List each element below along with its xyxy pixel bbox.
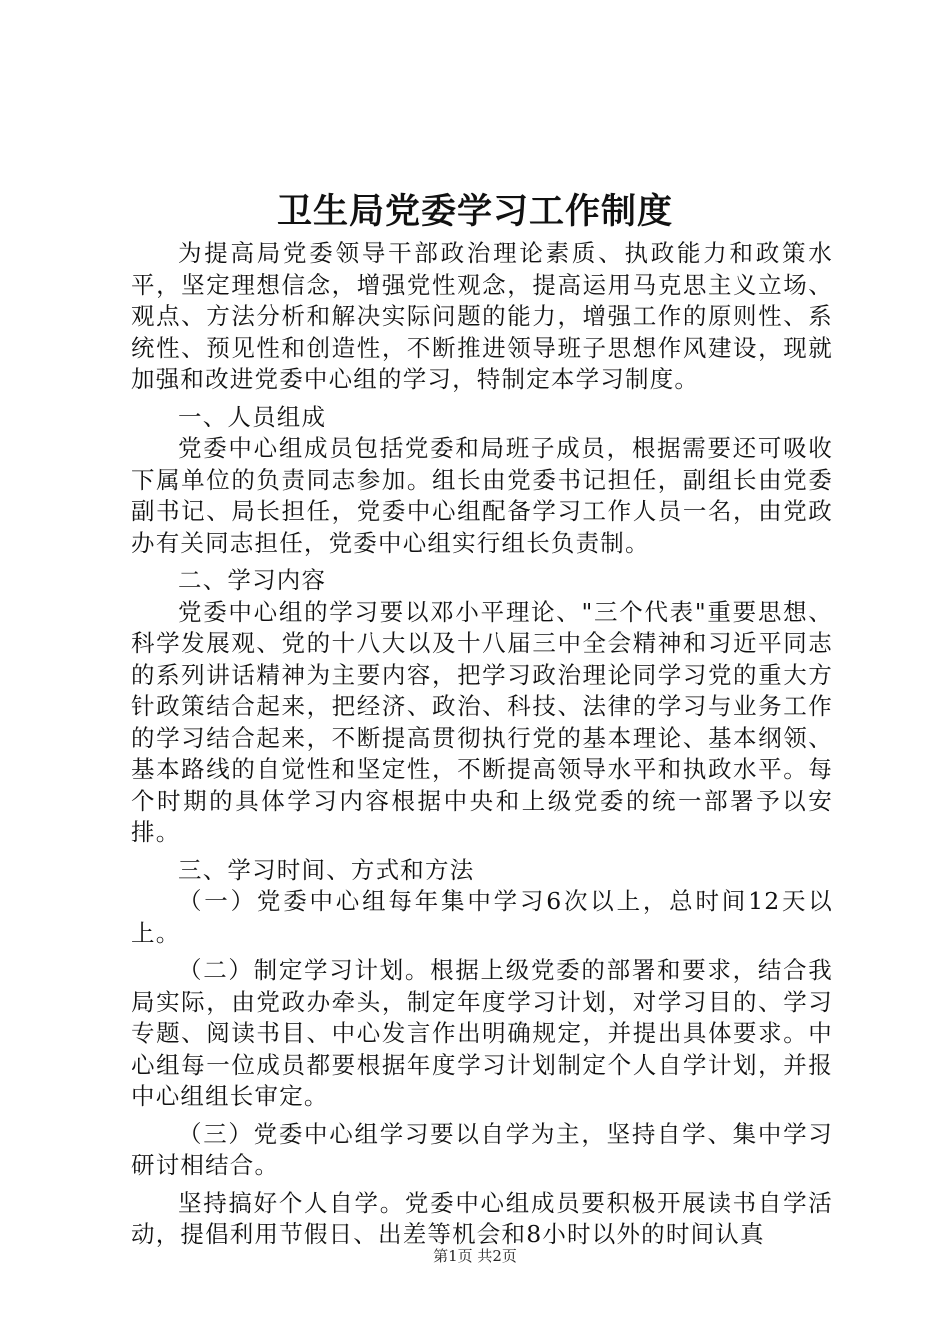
schedule-item-3: （三）党委中心组学习要以自学为主，坚持自学、集中学习研讨相结合。 <box>131 1119 833 1179</box>
self-study-paragraph: 坚持搞好个人自学。党委中心组成员要积极开展读书自学活动，提倡利用节假日、出差等机会和8小时以外的时间认真 <box>131 1188 833 1248</box>
section-heading-content: 二、学习内容 <box>178 566 327 594</box>
intro-paragraph: 为提高局党委领导干部政治理论素质、执政能力和政策水平，坚定理想信念，增强党性观念，提高运用马克思主义立场、观点、方法分析和解决实际问题的能力，增强工作的原则性、系统性、预见性和创造性，不断推进领导班子思想作风建设，现就加强和改进党委中心组的学习，特制定本学习制度。 <box>131 239 833 393</box>
document-body <box>131 238 833 1257</box>
schedule-item-2: （二）制定学习计划。根据上级党委的部署和要求，结合我局实际，由党政办牵头，制定年度学习计划，对学习目的、学习专题、阅读书目、中心发言作出明确规定，并提出具体要求。中心组每一位成员都要根据年度学习计划制定个人自学计划，并报中心组组长审定。 <box>131 956 833 1110</box>
personnel-paragraph: 党委中心组成员包括党委和局班子成员，根据需要还可吸收下属单位的负责同志参加。组长由党委书记担任，副组长由党委副书记、局长担任，党委中心组配备学习工作人员一名，由党政办有关同志担任，党委中心组实行组长负责制。 <box>131 434 833 557</box>
page-number-footer: 第1页 共2页 <box>433 1247 517 1265</box>
schedule-item-1: （一）党委中心组每年集中学习6次以上，总时间12天以上。 <box>131 887 833 947</box>
content-paragraph: 党委中心组的学习要以邓小平理论、"三个代表"重要思想、科学发展观、党的十八大以及十八届三中全会精神和习近平同志的系列讲话精神为主要内容，把学习政治理论同学习党的重大方针政策结合起来，把经济、政治、科技、法律的学习与业务工作的学习结合起来，不断提高贯彻执行党的基本理论、基本纲领、基本路线的自觉性和坚定性，不断提高领导水平和执政水平。每个时期的具体学习内容根据中央和上级党委的统一部署予以安排。 <box>131 597 833 846</box>
section-heading-personnel: 一、人员组成 <box>178 402 327 431</box>
document-title: 卫生局党委学习工作制度 <box>276 191 673 232</box>
section-heading-schedule: 三、学习时间、方式和方法 <box>178 855 475 884</box>
